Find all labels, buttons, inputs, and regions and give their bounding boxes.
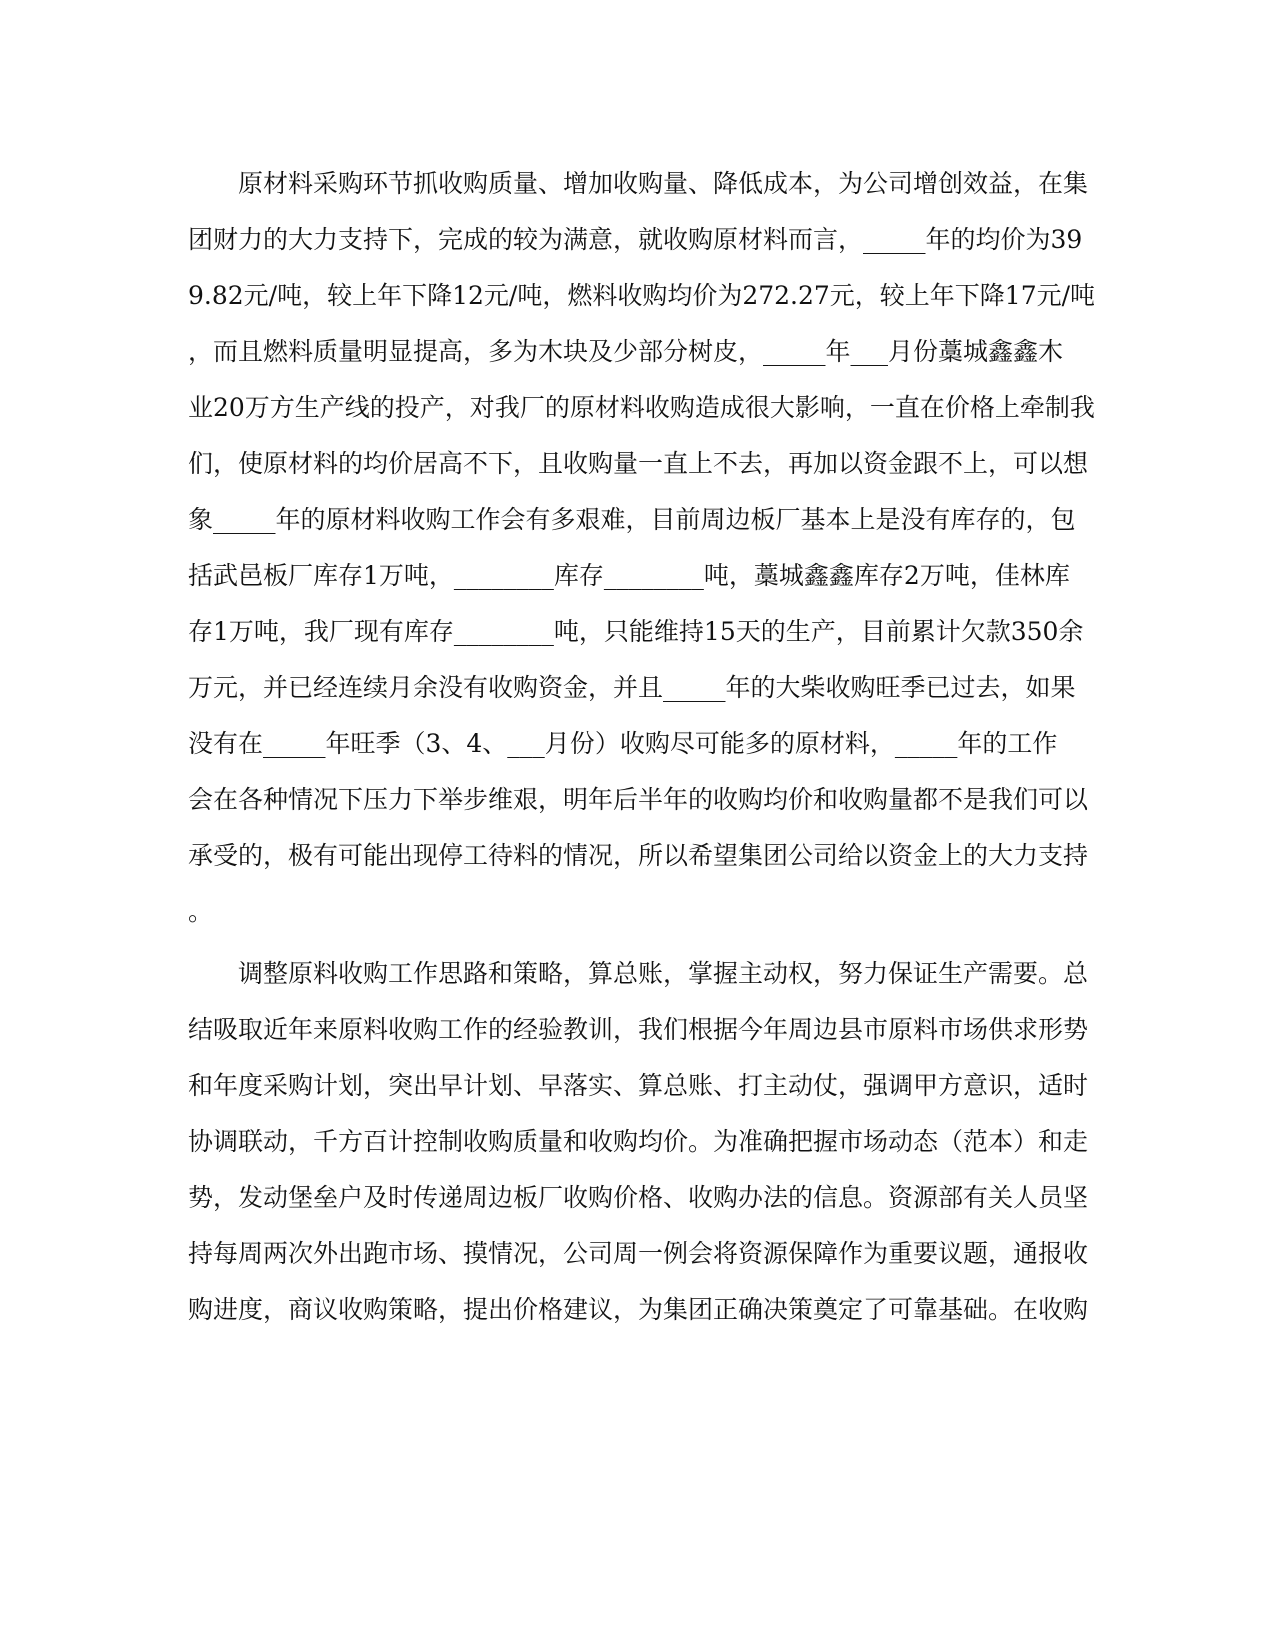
paragraph-1-line-1: 原材料采购环节抓收购质量、增加收购量、降低成本，为公司增创效益，在集	[238, 169, 1089, 198]
paragraph-1-line-5: 业20万方生产线的投产，对我厂的原材料收购造成很大影响，一直在价格上牵制我	[188, 393, 1095, 422]
paragraph-1-line-4: ，而且燃料质量明显提高，多为木块及少部分树皮，_____年___月份藁城鑫鑫木	[188, 337, 1064, 366]
paragraph-1-line-9: 存1万吨，我厂现有库存________吨，只能维持15天的生产，目前累计欠款350余	[188, 617, 1084, 646]
paragraph-1-line-7: 象_____年的原材料收购工作会有多艰难，目前周边板厂基本上是没有库存的，包	[188, 505, 1076, 534]
paragraph-2-line-5: 势，发动堡垒户及时传递周边板厂收购价格、收购办法的信息。资源部有关人员坚	[188, 1183, 1089, 1212]
paragraph-2-line-6: 持每周两次外出跑市场、摸情况，公司周一例会将资源保障作为重要议题，通报收	[188, 1239, 1089, 1268]
paragraph-2-line-7: 购进度，商议收购策略，提出价格建议，为集团正确决策奠定了可靠基础。在收购	[188, 1295, 1089, 1324]
paragraph-1-line-10: 万元，并已经连续月余没有收购资金，并且_____年的大柴收购旺季已过去，如果	[188, 673, 1076, 702]
paragraph-1-line-11: 没有在_____年旺季（3、4、___月份）收购尽可能多的原材料，_____年的工作	[188, 729, 1058, 758]
paragraph-2-line-2: 结吸取近年来原料收购工作的经验教训，我们根据今年周边县市原料市场供求形势	[188, 1015, 1089, 1044]
paragraph-1-line-13: 承受的，极有可能出现停工待料的情况，所以希望集团公司给以资金上的大力支持	[188, 841, 1089, 870]
paragraph-2-line-3: 和年度采购计划，突出早计划、早落实、算总账、打主动仗，强调甲方意识，适时	[188, 1071, 1089, 1100]
paragraph-1-line-6: 们，使原材料的均价居高不下，且收购量一直上不去，再加以资金跟不上，可以想	[188, 449, 1089, 478]
paragraph-2-line-1: 调整原料收购工作思路和策略，算总账，掌握主动权，努力保证生产需要。总	[238, 959, 1089, 988]
paragraph-1-line-3: 9.82元/吨，较上年下降12元/吨，燃料收购均价为272.27元，较上年下降17元/吨	[188, 281, 1096, 310]
paragraph-2-line-4: 协调联动，千方百计控制收购质量和收购均价。为准确把握市场动态（范本）和走	[188, 1127, 1089, 1156]
paragraph-1-line-2: 团财力的大力支持下，完成的较为满意，就收购原材料而言，_____年的均价为39	[188, 225, 1083, 254]
paragraph-1-line-12: 会在各种情况下压力下举步维艰，明年后半年的收购均价和收购量都不是我们可以	[188, 785, 1089, 814]
paragraph-1-line-14: 。	[188, 897, 214, 926]
paragraph-1-line-8: 括武邑板厂库存1万吨，________库存________吨，藁城鑫鑫库存2万吨，佳林库	[188, 561, 1070, 590]
